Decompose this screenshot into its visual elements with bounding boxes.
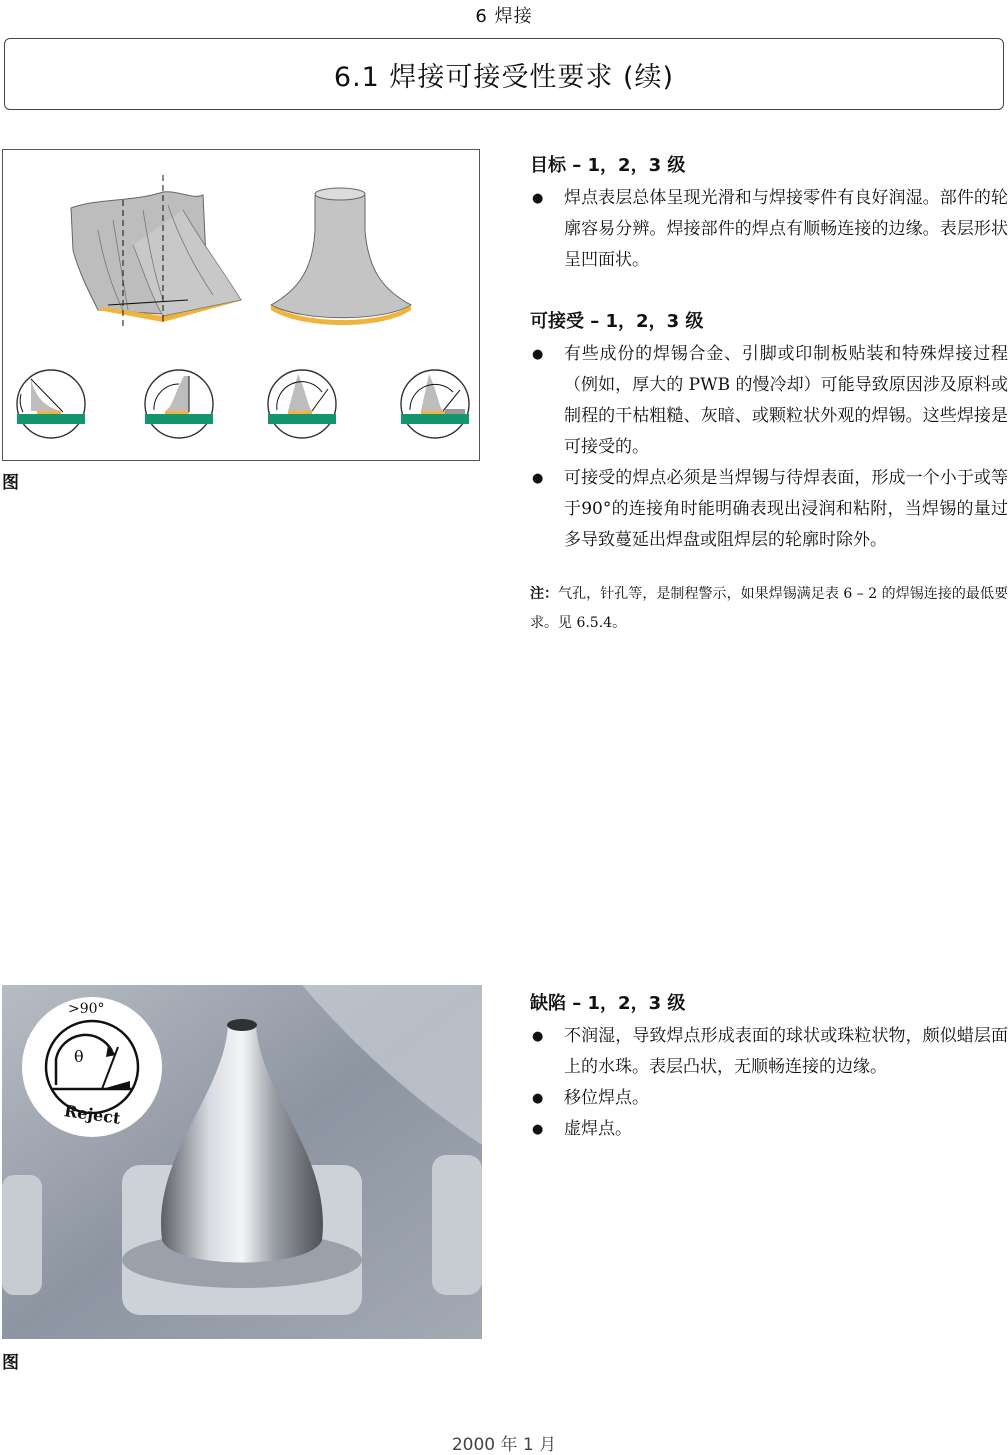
- section-title: 6.1 焊接可接受性要求 (续): [333, 61, 675, 93]
- badge-theta-symbol: θ: [74, 1047, 84, 1066]
- bullet-icon: ●: [532, 191, 544, 206]
- bullet-icon: ●: [532, 1122, 544, 1137]
- footer-date: 2000 年 1 月: [451, 1435, 557, 1455]
- list-item: ● 不润湿，导致焊点形成表面的球状或珠粒状物，颇似蜡层面上的水珠。表层凸状，无顺畅连接的边缘。: [530, 1021, 1008, 1083]
- target-heading: 目标 – 1，2，3 级: [530, 155, 686, 176]
- list-item: ● 虚焊点。: [530, 1114, 1008, 1145]
- figure-2-label: 图: [2, 1353, 19, 1373]
- bullet-icon: ●: [532, 1029, 544, 1044]
- note-paragraph: [530, 580, 1008, 638]
- bullet-icon: ●: [532, 1091, 544, 1106]
- list-item: ● 焊点表层总体呈现光滑和与焊接零件有良好润湿。部件的轮廓容易分辨。焊接部件的焊点有顺畅连接的边缘。表层形状呈凹面状。: [530, 183, 1008, 276]
- defect-bullets: [530, 1021, 1008, 1145]
- reject-joint-photo: [2, 985, 482, 1339]
- defect-section: [530, 989, 1008, 1145]
- note-label: 注：: [530, 586, 559, 602]
- target-bullets: [530, 183, 1008, 276]
- bullet-icon: ●: [532, 471, 544, 486]
- section-title-banner: [4, 38, 1004, 110]
- figure-1-illustration: [2, 149, 480, 461]
- bullet-icon: ●: [532, 347, 544, 362]
- list-item: ● 有些成份的焊锡合金、引脚或印制板贴装和特殊焊接过程（例如，厚大的 PWB 的慢冷却）可能导致原因涉及原料或制程的干枯粗糙、灰暗、或颗粒状外观的焊锡。这些焊接是可接受的。: [530, 339, 1008, 463]
- solder-joint-diagram: [3, 150, 479, 460]
- figure-2-photo: [2, 985, 482, 1339]
- defect-heading: 缺陷 – 1，2，3 级: [530, 993, 686, 1014]
- figure-1-label: 图: [2, 473, 19, 493]
- note-text: 气孔，针孔等，是制程警示，如果焊锡满足表 6 – 2 的焊锡连接的最低要求。见 6.5.4。: [530, 586, 1008, 631]
- acceptable-heading: 可接受 – 1，2，3 级: [530, 311, 704, 332]
- wetting-angle-circles: [17, 370, 469, 438]
- chapter-header: 6 焊接: [475, 6, 533, 27]
- list-item: ● 移位焊点。: [530, 1083, 1008, 1114]
- target-section: [530, 151, 1008, 276]
- badge-angle-text: >90°: [68, 1001, 105, 1017]
- acceptable-bullets: [530, 339, 1008, 556]
- list-item: ● 可接受的焊点必须是当焊锡与待焊表面，形成一个小于或等于90°的连接角时能明确表现出浸润和粘附，当焊锡的量过多导致蔓延出焊盘或阻焊层的轮廓时除外。: [530, 463, 1008, 556]
- badge-reject-text: Reject: [62, 1101, 122, 1128]
- acceptable-section: [530, 307, 1008, 638]
